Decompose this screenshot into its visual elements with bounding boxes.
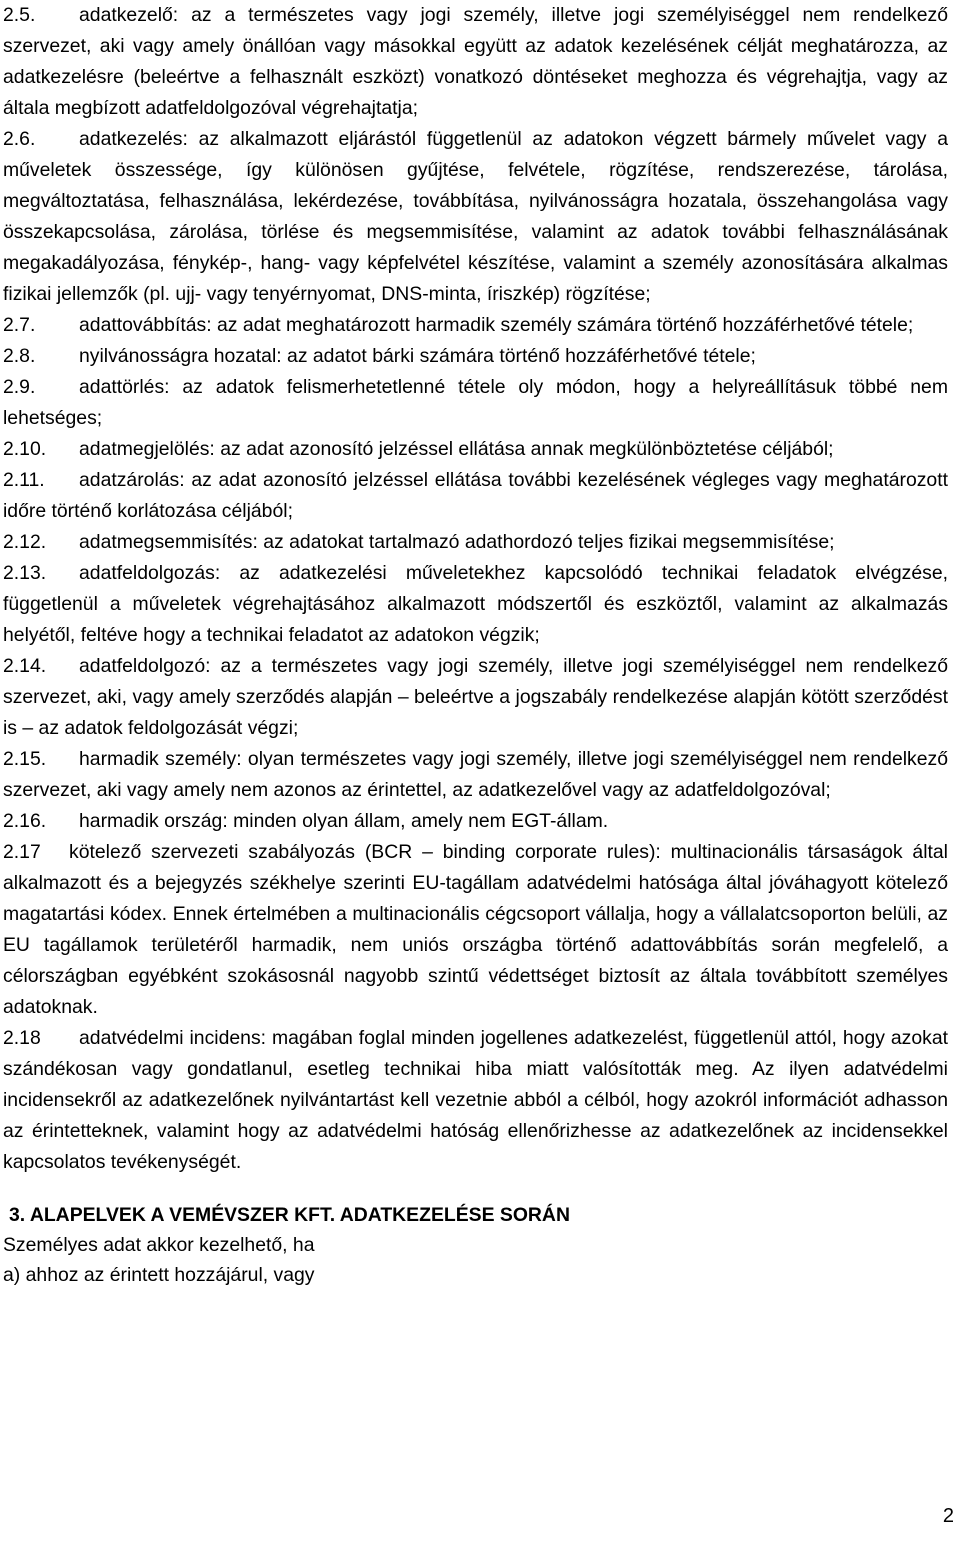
definition-number: 2.5. [3,4,36,26]
definition-number: 2.16. [3,810,47,832]
definition-text: adatfeldolgozó: az a természetes vagy jogi személy, illetve jogi személyiséggel nem rendelkező szervezet, aki, vagy amely szerződés alapján – beleértve a jogszabály rendelkezése alapján kötött szerződést is – az adatok feldolgozását végzi; [3,655,948,739]
definition-text: nyilvánosságra hozatal: az adatot bárki számára történő hozzáférhetővé tétele; [79,345,756,367]
section-item-a: a) ahhoz az érintett hozzájárul, vagy [3,1264,315,1286]
definition-text: harmadik ország: minden olyan állam, amely nem EGT-állam. [79,810,609,832]
definition-text: adatvédelmi incidens: magában foglal minden jogellenes adatkezelést, függetlenül attól, hogy azokat szándékosan vagy gondatlanul, esetleg technikai hiba miatt valósították meg. Az ilyen adatvédelmi incidensekről az adatkezelőnek nyilvántartást kell vezetnie abból a célból, hogy azokról információt adhasson az érintetteknek, valamint hogy az adatvédelmi hatóság ellenőrizhesse az adatkezelőnek az incidensekkel kapcsolatos tevékenységét. [3,1027,948,1173]
definition-number: 2.11. [3,469,45,491]
definition-2-14 [3,651,948,744]
definition-2-8 [3,341,948,372]
definition-text: harmadik személy: olyan természetes vagy jogi személy, illetve jogi személyiséggel nem rendelkező szervezet, aki vagy amely nem azonos az érintettel, az adatkezelővel vagy az adatfeldolgozóval; [3,748,948,801]
definition-number: 2.12. [3,531,47,553]
section-intro: Személyes adat akkor kezelhető, ha [3,1234,315,1256]
definition-number: 2.7. [3,314,36,336]
section-heading: 3. ALAPELVEK A VEMÉVSZER KFT. ADATKEZELÉSE SORÁN [9,1204,570,1226]
definition-text: adatkezelés: az alkalmazott eljárástól függetlenül az adatokon végzett bármely művelet vagy a műveletek összessége, így különösen gyűjtése, felvétele, rögzítése, rendszerezése, tárolása, megváltoztatása, felhasználása, lekérdezése, továbbítása, nyilvánosságra hozatala, összehangolása vagy összekapcsolása, zárolása, törlése és megsemmisítése, valamint az adatok további felhasználásának megakadályozása, fénykép-, hang- vagy képfelvétel készítése, valamint a személy azonosítására alkalmas fizikai jellemzők (pl. ujj- vagy tenyérnyomat, DNS-minta, íriszkép) rögzítése; [3,128,948,305]
definition-text: adatzárolás: az adat azonosító jelzéssel ellátása további kezelésének végleges vagy meghatározott időre történő korlátozása céljából; [3,469,948,522]
definition-text: adatkezelő: az a természetes vagy jogi személy, illetve jogi személyiséggel nem rendelkező szervezet, aki vagy amely önállóan vagy másokkal együtt az adatok kezelésének célját meghatározza, az adatkezelésre (beleértve a felhasznált eszközt) vonatkozó döntéseket meghozza és végrehajtja, vagy az általa megbízott adatfeldolgozóval végrehajtatja; [3,4,948,119]
definitions-list [3,0,948,1178]
definition-2-7 [3,310,948,341]
definition-text: adatmegsemmisítés: az adatokat tartalmazó adathordozó teljes fizikai megsemmisítése; [79,531,835,553]
definition-2-12 [3,527,948,558]
definition-2-13 [3,558,948,651]
definition-2-18 [3,1023,948,1178]
definition-text: kötelező szervezeti szabályozás (BCR – binding corporate rules): multinacionális társaságok által alkalmazott és a bejegyzés székhelye szerinti EU-tagállam adatvédelmi hatósága által jóváhagyott kötelező magatartási kódex. Ennek értelmében a multinacionális cégcsoport vállalja, hogy a vállalatcsoporton belüli, az EU tagállamok területéről harmadik, nem uniós országba történő adattovábbítás során megfelelő, a célországban egyébként szokásosnál nagyobb szintű védettséget biztosít az általa továbbított személyes adatoknak. [3,841,948,1018]
definition-number: 2.6. [3,128,36,150]
definition-2-9 [3,372,948,434]
definition-2-10 [3,434,948,465]
definition-number: 2.8. [3,345,36,367]
definition-number: 2.14. [3,655,47,677]
definition-number: 2.9. [3,376,36,398]
definition-2-17 [3,837,948,1023]
definition-2-16 [3,806,948,837]
definition-number: 2.15. [3,748,47,770]
page-number: 2 [942,1505,954,1527]
section-3 [3,1200,948,1290]
definition-text: adattovábbítás: az adat meghatározott harmadik személy számára történő hozzáférhetővé tétele; [79,314,914,336]
definition-2-11 [3,465,948,527]
definition-2-6 [3,124,948,310]
definition-text: adatfeldolgozás: az adatkezelési műveletekhez kapcsolódó technikai feladatok elvégzése, függetlenül a műveletek végrehajtásához alkalmazott módszertől és eszköztől, valamint az alkalmazás helyétől, feltéve hogy a technikai feladatot az adatokon végzik; [3,562,948,646]
definition-number: 2.18 [3,1027,41,1049]
definition-2-5 [3,0,948,124]
definition-number: 2.13. [3,562,47,584]
definition-number: 2.17 [3,841,41,863]
definition-text: adattörlés: az adatok felismerhetetlenné tétele oly módon, hogy a helyreállításuk többé nem lehetséges; [3,376,948,429]
definition-text: adatmegjelölés: az adat azonosító jelzéssel ellátása annak megkülönböztetése céljából; [79,438,834,460]
document-page [3,0,948,1290]
definition-2-15 [3,744,948,806]
definition-number: 2.10. [3,438,47,460]
